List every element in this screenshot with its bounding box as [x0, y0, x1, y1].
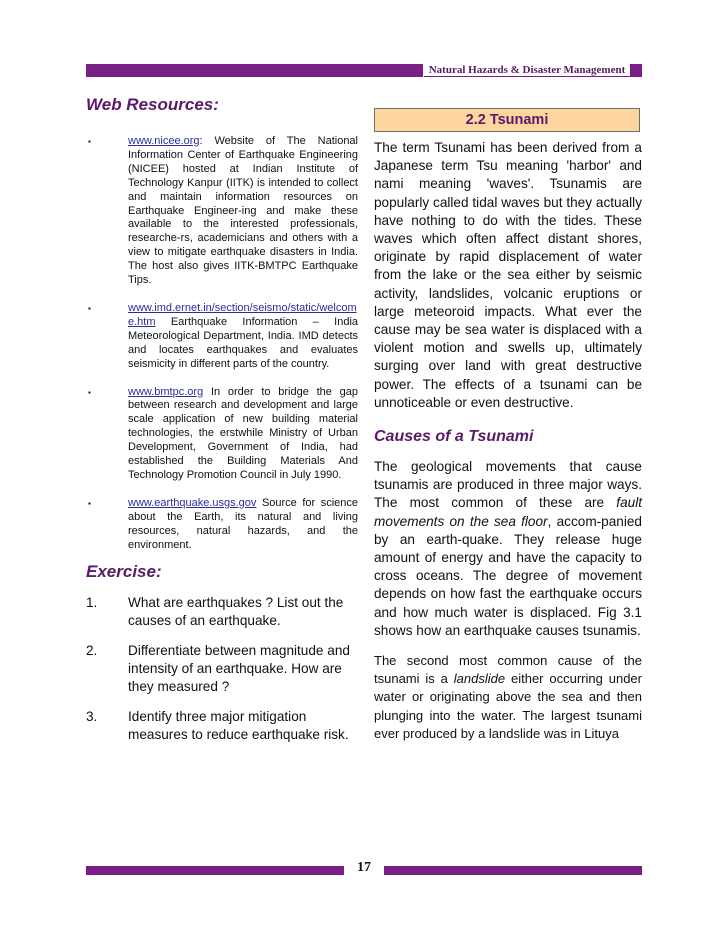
exercise-question: Differentiate between magnitude and intensity of an earthquake. How are they measured ? [128, 643, 350, 695]
bullet-icon: ▪ [88, 387, 91, 397]
right-column [374, 139, 642, 743]
causes-p2-emphasis: landslide [453, 671, 506, 687]
causes-p1-emphasis: fault movements on the sea floor [374, 495, 642, 529]
bullet-icon: ▪ [88, 303, 91, 313]
resource-link[interactable]: www.nicee.org [128, 135, 200, 147]
causes-p2-text-cont: either occurring under water or originating above the sea and then plunging into the water. The largest tsunami ever produced by a landslide was in Lituya [374, 671, 642, 741]
resource-description: : Website of The National Information Center of Earthquake Engineering (NICEE) hosted at Indian Institute of Technology Kanpur (IITK) is intended to collect and maintain information resources on Earthquake Engineer-ing and make these available to the interested professionals, researche-rs, academicians and others with a view to mitigate earthquake disasters in India. The host also gives IITK-BMTPC Earthquake Tips. [128, 135, 358, 287]
resource-link[interactable]: www.imd.ernet.in/section/seismo/static/welcome.htm [128, 301, 357, 328]
resource-description: In order to bridge the gap between research and development and large scale application of new building material technologies, the erstwhile Ministry of Urban Development, Government of India, had established the Building Materials And Technology Promotion Council in July 1990. [128, 385, 358, 481]
page-number: 17 [357, 860, 371, 875]
exercise-number: 3. [86, 709, 98, 725]
causes-p1-text-cont: , accom-panied by an earth-quake. They release huge amount of energy and have the capacity to cross oceans. The degree of movement depends on how fast the earthquake occurs and how much water is displaced. Fig 3.1 shows how an earthquake causes tsunamis. [374, 513, 642, 638]
exercise-item [86, 594, 358, 630]
bullet-icon: ▪ [88, 137, 91, 146]
footer-bar-left [86, 866, 344, 875]
resource-link[interactable]: www.bmtpc.org [128, 385, 204, 398]
causes-p2-text: The second most common cause of the tsunami is a [374, 653, 642, 687]
header-bar-left [86, 64, 423, 77]
header-underline [424, 76, 630, 77]
resource-item [86, 497, 358, 553]
exercise-item [86, 642, 358, 696]
exercise-number: 1. [86, 595, 98, 611]
causes-of-tsunami-title: Causes of a Tsunami [374, 428, 534, 446]
exercise-question: What are earthquakes ? List out the causes of an earthquake. [128, 595, 344, 629]
causes-paragraph-2 [374, 652, 642, 743]
resource-description: Earthquake Information – India Meteorological Department, India. IMD detects and locates earthquakes and evaluates seismicity in different parts of the country. [128, 315, 358, 370]
exercise-title: Exercise: [86, 562, 162, 582]
causes-p1-text: The geological movements that cause tsunamis are produced in three major ways. The most common of these are [374, 459, 642, 511]
running-header-title: Natural Hazards & Disaster Management [428, 64, 626, 76]
exercise-number: 2. [86, 643, 98, 659]
resource-item [86, 386, 358, 483]
exercise-item [86, 708, 358, 744]
bullet-icon: ▪ [88, 498, 91, 508]
resource-item [86, 302, 358, 372]
causes-paragraph-1 [374, 458, 642, 640]
footer-bar-right [384, 866, 642, 875]
header-bar-right [630, 64, 642, 77]
resource-link[interactable]: www.earthquake.usgs.gov [128, 496, 257, 509]
web-resources-title: Web Resources: [86, 95, 219, 114]
left-column [86, 95, 358, 744]
tsunami-intro-paragraph: The term Tsunami has been derived from a Japanese term Tsu meaning 'harbor' and nami meaning 'waves'. Tsunamis are popularly called tidal waves but they actually have nothing to do with the tides. These waves which often affect distant shores, originate by rapid displacement of water from the lake or the sea either by seismic activity, landslides, volcanic eruptions or large meteoroid impacts. What ever the cause may be sea water is displaced with a violent motion and swells up, ultimately surging over land with great destructive power. The effects of a tsunami can be unnoticeable or even destructive. [374, 140, 642, 410]
resource-description: Source for science about the Earth, its natural and living resources, natural hazards, and the environment. [128, 496, 358, 551]
tsunami-section-heading: 2.2 Tsunami [374, 108, 640, 132]
resource-item [86, 135, 358, 288]
exercise-question: Identify three major mitigation measures to reduce earthquake risk. [128, 709, 349, 743]
